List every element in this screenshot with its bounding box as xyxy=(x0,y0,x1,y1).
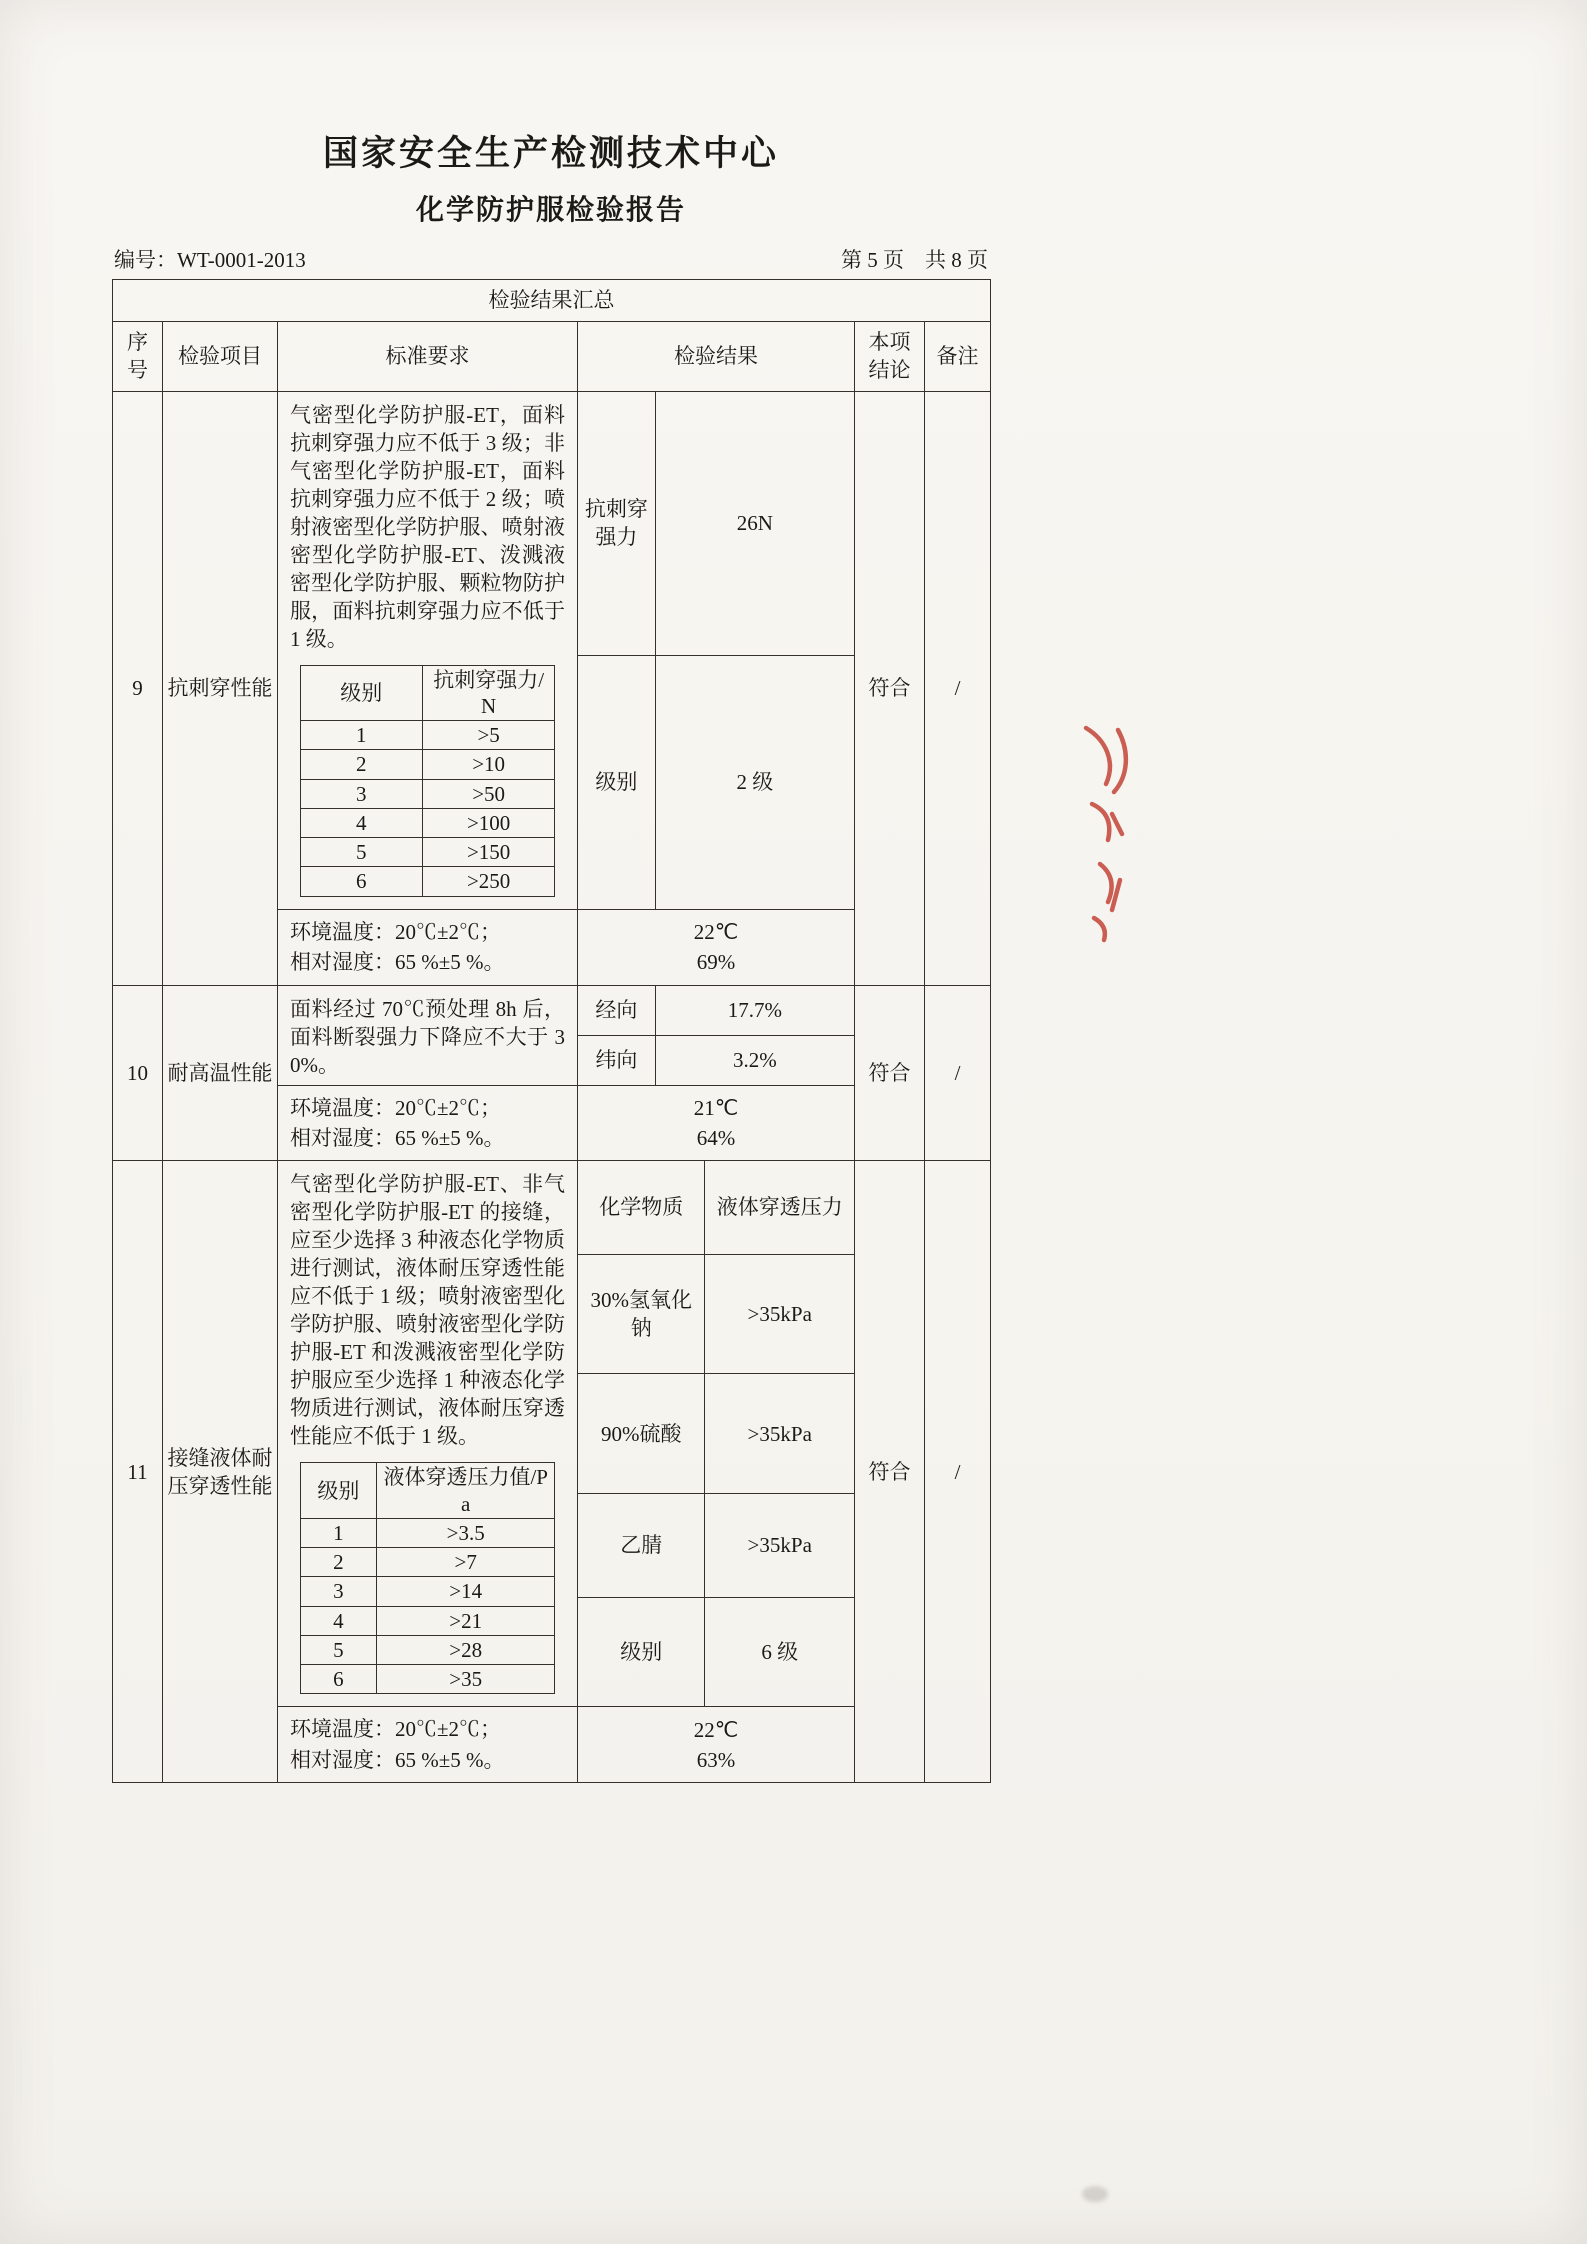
col-header-conclusion: 本项结论 xyxy=(855,322,925,392)
env-condition-line: 环境温度：20℃±2℃； xyxy=(290,1095,502,1120)
item-name: 抗刺穿性能 xyxy=(163,391,278,985)
env-result xyxy=(578,1707,855,1783)
standard-cell xyxy=(278,985,578,1085)
standard-text: 面料经过 70℃预处理 8h 后，面料断裂强力下降应不大于 30%。 xyxy=(290,996,565,1077)
result-cell xyxy=(578,1161,855,1707)
result-label: 级别 xyxy=(578,655,655,908)
level-cell: 2 xyxy=(300,750,422,779)
result-value: >35kPa xyxy=(705,1374,854,1494)
conclusion-cell: 符合 xyxy=(855,1161,925,1783)
level-table xyxy=(300,1462,556,1694)
result-label: 纬向 xyxy=(578,1035,655,1085)
level-cell: >28 xyxy=(377,1635,555,1664)
env-condition xyxy=(278,1707,578,1783)
col-header-seq: 序号 xyxy=(113,322,163,392)
level-cell: 5 xyxy=(300,838,422,867)
conclusion-cell: 符合 xyxy=(855,391,925,985)
result-label: 乙腈 xyxy=(578,1494,705,1598)
level-cell: >150 xyxy=(422,838,554,867)
env-result-line: 64% xyxy=(696,1126,736,1150)
level-cell: >14 xyxy=(377,1577,555,1606)
result-value: 3.2% xyxy=(655,1035,854,1085)
result-label: 90%硫酸 xyxy=(578,1374,705,1494)
level-cell: >3.5 xyxy=(377,1518,555,1547)
level-cell: >50 xyxy=(422,779,554,808)
col-header-standard: 标准要求 xyxy=(278,322,578,392)
level-cell: 1 xyxy=(300,1518,376,1547)
level-table-header: 液体穿透压力值/Pa xyxy=(377,1463,555,1519)
result-value: 液体穿透压力 xyxy=(705,1161,854,1254)
result-cell xyxy=(578,985,855,1085)
level-cell: >100 xyxy=(422,808,554,837)
org-title: 国家安全生产检测技术中心 xyxy=(322,134,779,173)
level-cell: 1 xyxy=(300,721,422,750)
table-title: 检验结果汇总 xyxy=(113,280,991,322)
result-label: 化学物质 xyxy=(599,1195,684,1220)
remark-cell: / xyxy=(925,1161,991,1783)
table-row xyxy=(113,391,991,909)
env-result-line: 69% xyxy=(696,950,736,975)
result-subtable xyxy=(578,1161,854,1706)
level-cell: >5 xyxy=(422,721,554,750)
level-cell: >250 xyxy=(422,867,554,896)
scan-smudge xyxy=(1082,2186,1108,2202)
level-cell: 2 xyxy=(300,1548,376,1577)
level-cell: 6 xyxy=(300,1665,376,1694)
env-condition-line: 环境温度：20℃±2℃； xyxy=(290,1717,502,1742)
red-stamp-marks xyxy=(1072,718,1142,948)
item-seq: 11 xyxy=(113,1161,163,1783)
table-row xyxy=(113,1161,991,1707)
item-seq: 9 xyxy=(113,391,163,985)
result-value: 2 级 xyxy=(655,655,854,908)
result-value: >35kPa xyxy=(705,1254,854,1374)
report-number: 编号：WT-0001-2013 xyxy=(114,248,306,272)
result-subtable xyxy=(578,986,854,1085)
level-table xyxy=(300,665,556,897)
level-cell: 5 xyxy=(300,1635,376,1664)
env-condition-line: 相对湿度：65 %±5 %。 xyxy=(290,1747,505,1772)
env-condition xyxy=(278,1085,578,1161)
standard-text: 气密型化学防护服-ET、非气密型化学防护服-ET 的接缝，应至少选择 3 种液态化学物质进行测试，液体耐压穿透性能应不低于 1 级；喷射液密型化学防护服、喷射液密型化学防护服-ET 和泼溅液密型化学防护服应至少选择 1 种液态化学物质进行测试，液体耐压穿透性能应不低于 1 级。 xyxy=(290,1172,565,1449)
result-cell xyxy=(578,391,855,909)
level-cell: 6 xyxy=(300,867,422,896)
level-cell: >7 xyxy=(377,1548,555,1577)
level-cell: >10 xyxy=(422,750,554,779)
report-title: 化学防护服检验报告 xyxy=(415,195,686,226)
env-condition-line: 相对湿度：65 %±5 %。 xyxy=(290,950,505,975)
result-value: 6 级 xyxy=(705,1597,854,1706)
level-cell: >21 xyxy=(377,1606,555,1635)
remark-cell: / xyxy=(925,985,991,1161)
env-condition xyxy=(278,909,578,985)
document-content xyxy=(112,126,990,1783)
level-table-header: 抗刺穿强力/N xyxy=(422,665,554,721)
env-result-line: 63% xyxy=(696,1747,736,1772)
col-header-result: 检验结果 xyxy=(578,322,855,392)
result-value: 17.7% xyxy=(655,986,854,1036)
result-value: >35kPa xyxy=(705,1494,854,1598)
table-row xyxy=(113,985,991,1085)
conclusion-cell: 符合 xyxy=(855,985,925,1161)
result-label: 级别 xyxy=(578,1597,705,1706)
col-header-remark: 备注 xyxy=(925,322,991,392)
result-label: 经向 xyxy=(595,997,638,1022)
standard-cell xyxy=(278,391,578,909)
env-condition-line: 相对湿度：65 %±5 %。 xyxy=(290,1126,505,1150)
level-table-header: 级别 xyxy=(300,665,422,721)
level-cell: 3 xyxy=(300,1577,376,1606)
item-name: 接缝液体耐压穿透性能 xyxy=(163,1161,278,1783)
standard-text: 气密型化学防护服-ET，面料抗刺穿强力应不低于 3 级；非气密型化学防护服-ET，面料抗刺穿强力应不低于 2 级；喷射液密型化学防护服、喷射液密型化学防护服-ET、泼溅液密型化学防护服、颗粒物防护服，面料抗刺穿强力应不低于 1 级。 xyxy=(290,402,565,651)
results-table xyxy=(112,279,991,1783)
level-table-header: 级别 xyxy=(300,1463,376,1519)
level-cell: 3 xyxy=(300,779,422,808)
env-condition-line: 环境温度：20℃±2℃； xyxy=(290,919,502,944)
env-result-line: 21℃ xyxy=(693,1096,739,1120)
result-value: 26N xyxy=(655,392,854,656)
env-result-line: 22℃ xyxy=(693,1717,739,1742)
col-header-item: 检验项目 xyxy=(163,322,278,392)
item-seq: 10 xyxy=(113,985,163,1161)
result-subtable xyxy=(578,392,854,909)
env-result-line: 22℃ xyxy=(693,920,739,945)
env-result xyxy=(578,909,855,985)
remark-cell: / xyxy=(925,391,991,985)
item-name: 耐高温性能 xyxy=(163,985,278,1161)
meta-row xyxy=(112,244,990,274)
result-label: 抗刺穿强力 xyxy=(584,496,648,550)
page-indicator: 第 5 页 共 8 页 xyxy=(841,248,988,272)
env-result xyxy=(578,1085,855,1161)
level-cell: 4 xyxy=(300,808,422,837)
level-cell: 4 xyxy=(300,1606,376,1635)
standard-cell xyxy=(278,1161,578,1707)
result-label: 30%氢氧化钠 xyxy=(578,1254,705,1374)
table-header-row xyxy=(113,322,991,392)
level-cell: >35 xyxy=(377,1665,555,1694)
